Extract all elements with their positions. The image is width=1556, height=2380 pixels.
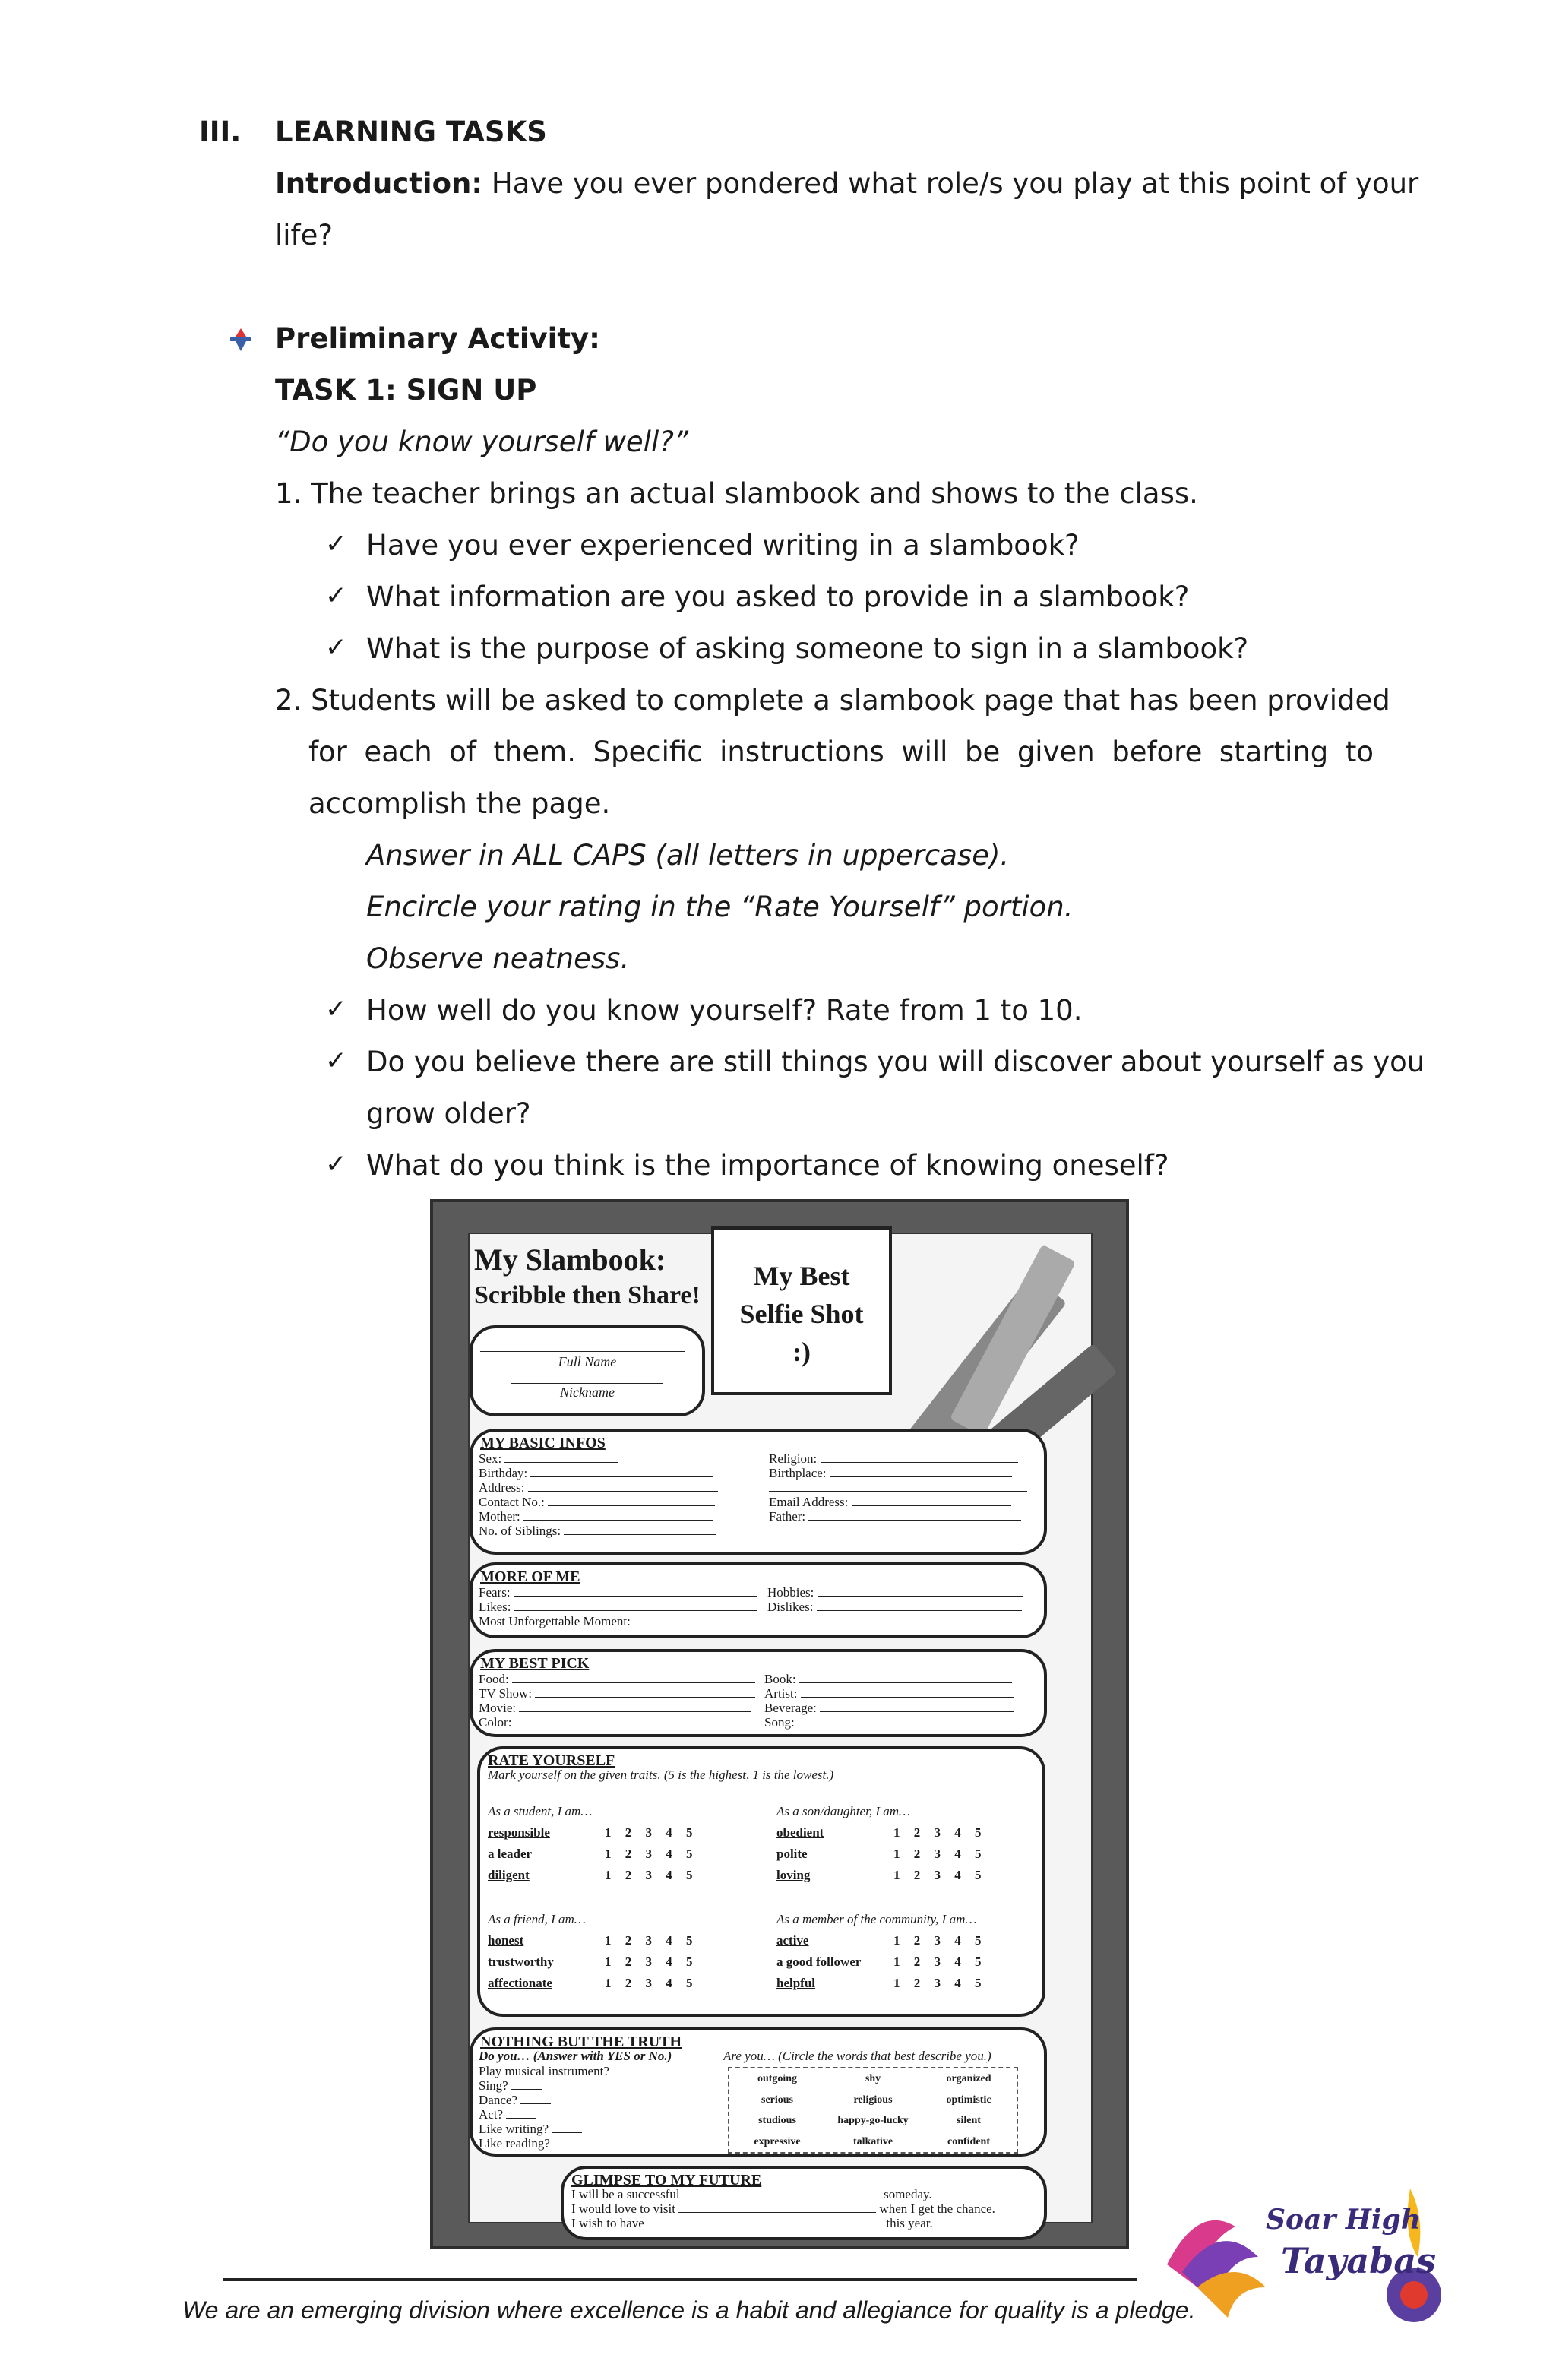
slambook-page <box>468 1233 1093 2230</box>
rating-scale: 1 2 3 4 5 <box>605 1847 693 1861</box>
word-option: talkative <box>852 2135 893 2147</box>
word-option: confident <box>947 2135 990 2147</box>
logo-line1: Soar High <box>1266 2204 1421 2236</box>
trait-label: a good follower <box>776 1954 862 1969</box>
step1-question: What is the purpose of asking someone to sign in a slambook? <box>366 632 1249 665</box>
word-option: silent <box>957 2115 981 2126</box>
words-grid <box>728 2067 1018 2154</box>
selfie-line: Selfie Shot <box>739 1299 864 1329</box>
nickname-label: Nickname <box>560 1385 615 1400</box>
more-of-me-box <box>470 1562 1047 1638</box>
word-option: studious <box>758 2115 796 2126</box>
check-icon: ✓ <box>325 632 347 663</box>
fullname-label: Full Name <box>558 1354 617 1369</box>
slambook-subtitle: Scribble then Share! <box>474 1281 701 1309</box>
field-label: Birthday: <box>479 1466 528 1480</box>
trait-label: active <box>776 1933 809 1948</box>
field-label: Fears: <box>479 1585 511 1600</box>
step2-line3: accomplish the page. <box>308 787 611 820</box>
instruction: Observe neatness. <box>366 942 630 975</box>
word-option: shy <box>865 2073 881 2084</box>
field-label: Artist: <box>764 1686 798 1701</box>
trait-label: polite <box>776 1847 808 1861</box>
trait-label: trustworthy <box>488 1954 554 1969</box>
field-label: Address: <box>479 1480 525 1495</box>
rate-group-title: As a member of the community, I am… <box>776 1912 977 1926</box>
intro-label: Introduction: <box>275 167 483 200</box>
basic-infos-heading: MY BASIC INFOS <box>480 1435 606 1451</box>
future-box <box>561 2166 1047 2240</box>
name-box <box>470 1325 705 1416</box>
truth-question: Play musical instrument? <box>479 2064 609 2078</box>
rating-scale: 1 2 3 4 5 <box>605 1825 693 1840</box>
rate-group-title: As a student, I am… <box>488 1804 593 1818</box>
preliminary-label: Preliminary Activity: <box>275 322 600 355</box>
field-label: Beverage: <box>764 1701 817 1715</box>
field-label: Mother: <box>479 1509 520 1524</box>
future-lines <box>571 2187 995 2230</box>
rating-scale: 1 2 3 4 5 <box>893 1825 982 1840</box>
selfie-box <box>711 1226 892 1395</box>
field-label: Birthplace: <box>769 1466 827 1480</box>
truth-sub-right: Are you… (Circle the words that best describe you.) <box>723 2049 991 2063</box>
future-prefix: I would love to visit <box>571 2201 675 2216</box>
slambook-image <box>430 1199 1129 2249</box>
truth-question: Like reading? <box>479 2136 550 2151</box>
best-pick-box <box>470 1649 1047 1737</box>
field-label: Song: <box>764 1715 795 1730</box>
section-numeral: III. <box>199 116 242 148</box>
word-option: expressive <box>754 2135 801 2147</box>
rating-scale: 1 2 3 4 5 <box>605 1976 693 1990</box>
field-label: Father: <box>769 1509 806 1524</box>
field-label: Likes: <box>479 1600 511 1614</box>
rating-scale: 1 2 3 4 5 <box>605 1868 693 1882</box>
step1-question: Have you ever experienced writing in a slambook? <box>366 529 1080 562</box>
task-title: TASK 1: SIGN UP <box>275 374 537 407</box>
truth-sub-left: Do you… (Answer with YES or No.) <box>479 2049 672 2063</box>
rating-scale: 1 2 3 4 5 <box>893 1954 982 1969</box>
more-of-me-heading: MORE OF ME <box>480 1568 580 1585</box>
logo-line2: Tayabas <box>1281 2240 1437 2281</box>
check-icon: ✓ <box>325 1149 347 1179</box>
field-label: Most Unforgettable Moment: <box>479 1614 631 1628</box>
basic-infos-box <box>470 1429 1047 1555</box>
future-heading: GLIMPSE TO MY FUTURE <box>571 2172 762 2189</box>
field-label: Email Address: <box>769 1495 849 1509</box>
check-icon: ✓ <box>325 1046 347 1076</box>
truth-box <box>470 2027 1047 2157</box>
step2-question-cont: grow older? <box>366 1097 531 1130</box>
future-suffix: when I get the chance. <box>879 2201 995 2216</box>
truth-question: Dance? <box>479 2093 517 2107</box>
rating-scale: 1 2 3 4 5 <box>605 1954 693 1969</box>
rate-yourself-heading: RATE YOURSELF <box>488 1752 615 1769</box>
field-label: Food: <box>479 1672 509 1686</box>
field-label: Dislikes: <box>767 1600 814 1614</box>
trait-label: loving <box>776 1868 811 1882</box>
basic-left-fields <box>479 1451 718 1538</box>
field-label: Sex: <box>479 1451 502 1466</box>
step1-question: What information are you asked to provide in a slambook? <box>366 581 1190 613</box>
field-label: Movie: <box>479 1701 517 1715</box>
rating-scale: 1 2 3 4 5 <box>893 1933 982 1948</box>
footer-motto: We are an emerging division where excellence is a habit and allegiance for quality is a pledge. <box>182 2296 1196 2324</box>
check-icon: ✓ <box>325 581 347 611</box>
rate-yourself-box <box>477 1746 1045 2017</box>
step2-question: What do you think is the importance of knowing oneself? <box>366 1149 1169 1182</box>
truth-question: Like writing? <box>479 2122 549 2136</box>
field-label: Contact No.: <box>479 1495 545 1509</box>
rate-group-title: As a friend, I am… <box>488 1912 586 1926</box>
check-icon: ✓ <box>325 994 347 1024</box>
intro-line1 <box>275 167 1418 201</box>
instruction: Answer in ALL CAPS (all letters in uppercase). <box>366 839 1010 872</box>
word-option: organized <box>946 2073 991 2084</box>
field-label: Hobbies: <box>767 1585 814 1600</box>
trait-label: helpful <box>776 1976 816 1990</box>
field-label: No. of Siblings: <box>479 1524 561 1538</box>
footer-rule <box>223 2278 1137 2281</box>
basic-right-fields <box>769 1451 1027 1524</box>
trait-label: obedient <box>776 1825 824 1840</box>
step2-line2: for each of them. Specific instructions will be given before starting to <box>308 736 1374 768</box>
pick-right-fields <box>764 1672 1014 1730</box>
trait-label: responsible <box>488 1825 550 1840</box>
trait-label: a leader <box>488 1847 533 1861</box>
truth-heading: NOTHING BUT THE TRUTH <box>480 2033 682 2050</box>
field-label: Book: <box>764 1672 796 1686</box>
step2-question: How well do you know yourself? Rate from 1 to 10. <box>366 994 1083 1027</box>
slambook-title: My Slambook: <box>474 1242 666 1277</box>
intro-text: Have you ever pondered what role/s you play at this point of your <box>491 167 1419 200</box>
more-right-fields <box>767 1585 1023 1614</box>
rate-yourself-sub: Mark yourself on the given traits. (5 is the highest, 1 is the lowest.) <box>488 1768 834 1782</box>
rating-scale: 1 2 3 4 5 <box>893 1868 982 1882</box>
instruction: Encircle your rating in the “Rate Yourself” portion. <box>366 891 1074 923</box>
trait-label: diligent <box>488 1868 530 1882</box>
arrow-bullet-icon <box>228 327 254 353</box>
task-quote: “Do you know yourself well?” <box>275 426 689 458</box>
school-logo <box>1152 2173 1456 2333</box>
trait-label: affectionate <box>488 1976 552 1990</box>
pick-left-fields <box>479 1672 755 1730</box>
future-prefix: I will be a successful <box>571 2187 680 2201</box>
field-label: Religion: <box>769 1451 818 1466</box>
best-pick-heading: MY BEST PICK <box>480 1655 590 1672</box>
word-option: happy-go-lucky <box>837 2115 909 2126</box>
word-option: serious <box>761 2094 793 2106</box>
truth-questions <box>479 2064 650 2151</box>
section-title: LEARNING TASKS <box>275 116 547 148</box>
rating-scale: 1 2 3 4 5 <box>893 1976 982 1990</box>
rating-scale: 1 2 3 4 5 <box>605 1933 693 1948</box>
future-suffix: this year. <box>886 2216 933 2230</box>
trait-label: honest <box>488 1933 524 1948</box>
word-option: outgoing <box>757 2073 798 2084</box>
truth-question: Sing? <box>479 2078 508 2093</box>
future-suffix: someday. <box>884 2187 932 2201</box>
rate-group-title: As a son/daughter, I am… <box>776 1804 911 1818</box>
selfie-line: My Best <box>753 1261 850 1291</box>
step2-line1: 2. Students will be asked to complete a slambook page that has been provided <box>275 684 1390 717</box>
word-option: religious <box>853 2094 893 2106</box>
step2-question: Do you believe there are still things you will discover about yourself as you <box>366 1046 1425 1078</box>
future-prefix: I wish to have <box>571 2216 644 2230</box>
rating-scale: 1 2 3 4 5 <box>893 1847 982 1861</box>
check-icon: ✓ <box>325 529 347 559</box>
field-label: Color: <box>479 1715 512 1730</box>
word-option: optimistic <box>946 2094 991 2106</box>
intro-line2: life? <box>275 219 333 252</box>
truth-question: Act? <box>479 2107 504 2122</box>
step1-text: 1. The teacher brings an actual slambook and shows to the class. <box>275 477 1198 510</box>
selfie-line: :) <box>792 1337 811 1367</box>
field-label: TV Show: <box>479 1686 533 1701</box>
